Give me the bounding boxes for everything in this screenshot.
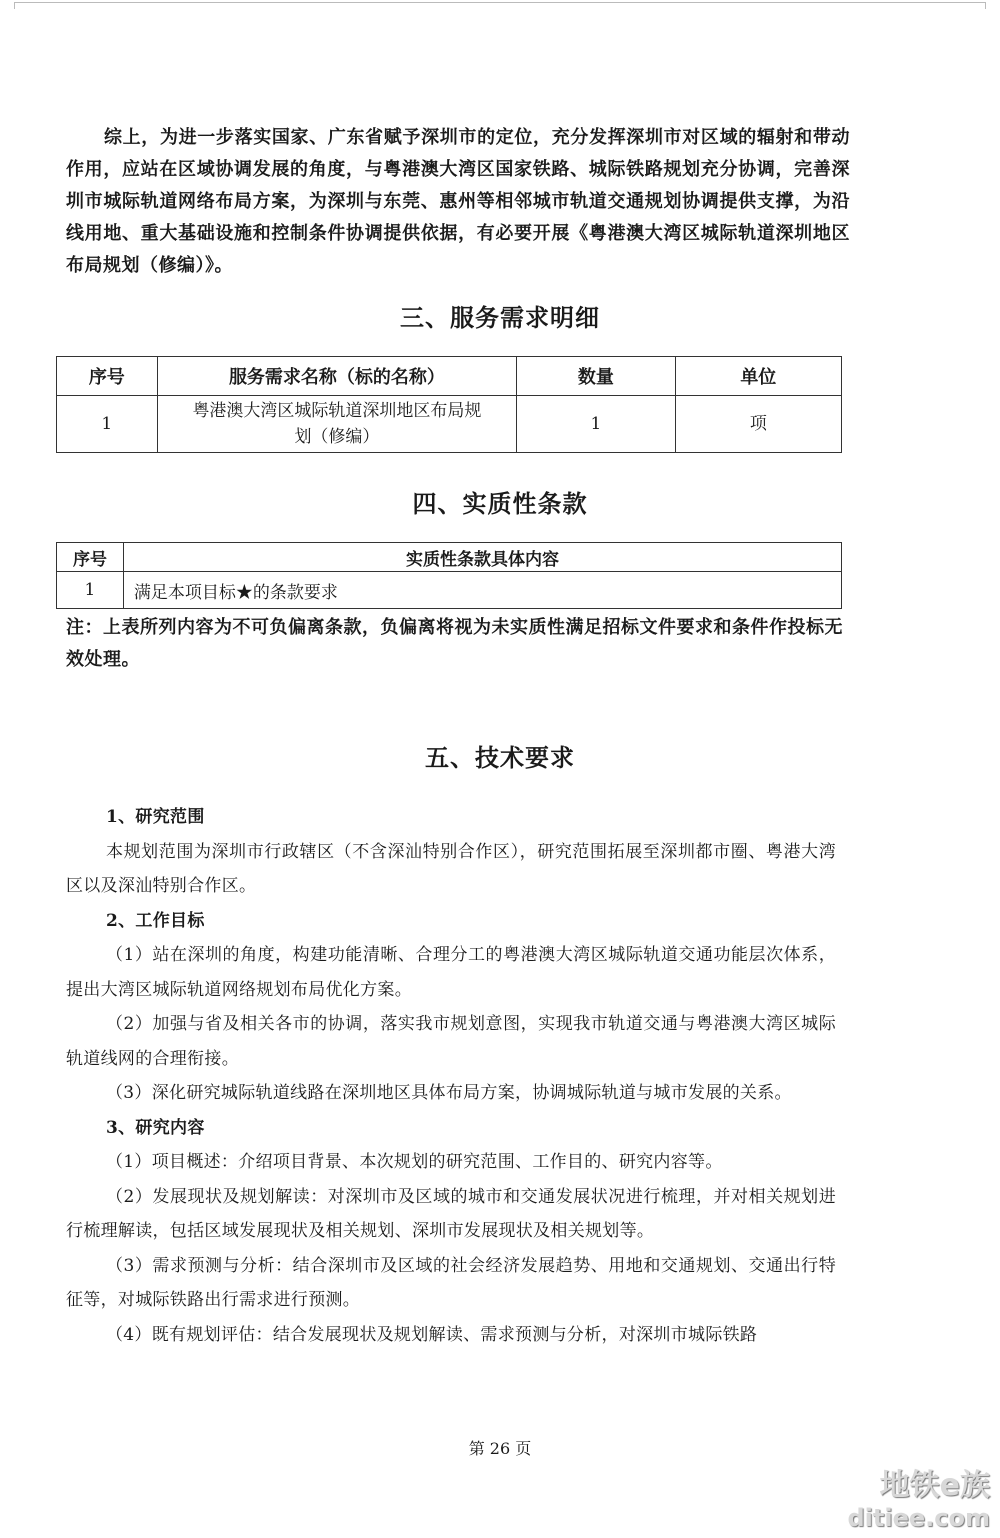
section3-title: 三、服务需求明细	[400, 303, 600, 332]
header-cell-content: 实质性条款具体内容	[123, 543, 841, 572]
watermark-url: ditiee.com	[847, 1504, 990, 1532]
subheading-goals: 2、工作目标	[106, 910, 205, 931]
header-cell-unit: 单位	[675, 357, 841, 396]
paragraph: （2）发展现状及规划解读：对深圳市及区域的城市和交通发展状况进行梳理，并对相关规划进行梳理解读，包括区域发展现状及相关规划、深圳市发展现状及相关规划等。	[66, 1186, 836, 1241]
cell-content: 满足本项目标★的条款要求	[123, 572, 841, 609]
table-row	[57, 396, 842, 453]
header-cell-no: 序号	[57, 543, 124, 572]
paragraph: （1）站在深圳的角度，构建功能清晰、合理分工的粤港澳大湾区城际轨道交通功能层次体系，提出大湾区城际轨道网络规划布局优化方案。	[66, 945, 836, 1000]
cell-unit: 项	[675, 396, 841, 453]
header-cell-no: 序号	[57, 357, 158, 396]
technical-requirements-body	[66, 800, 836, 1352]
cell-name	[157, 396, 517, 453]
service-requirements-table	[56, 356, 842, 453]
header-cell-qty: 数量	[517, 357, 675, 396]
table-note: 注：上表所列内容为不可负偏离条款，负偏离将视为未实质性满足招标文件要求和条件作投标无效处理。	[66, 617, 843, 670]
cell-name-line2: 划（修编）	[294, 427, 380, 447]
cell-name-line1: 粤港澳大湾区城际轨道深圳地区布局规	[192, 401, 482, 421]
watermark-title: 地铁e族	[879, 1468, 990, 1503]
paragraph: （3）需求预测与分析：结合深圳市及区域的社会经济发展趋势、用地和交通规划、交通出行特征等，对城际铁路出行需求进行预测。	[66, 1255, 836, 1310]
paragraph: （1）项目概述：介绍项目背景、本次规划的研究范围、工作目的、研究内容等。	[106, 1152, 723, 1172]
paragraph: 本规划范围为深圳市行政辖区（不含深汕特别合作区），研究范围拓展至深圳都市圈、粤港大湾区以及深汕特别合作区。	[66, 841, 836, 896]
section5-title: 五、技术要求	[425, 743, 575, 772]
intro-paragraph: 综上，为进一步落实国家、广东省赋予深圳市的定位，充分发挥深圳市对区域的辐射和带动作用，应站在区域协调发展的角度，与粤港澳大湾区国家铁路、城际铁路规划充分协调，完善深圳市城际轨道网络布局方案，为深圳与东莞、惠州等相邻城市轨道交通规划协调提供支撑，为沿线用地、重大基础设施和控制条件协调提供依据，有必要开展《粤港澳大湾区城际轨道深圳地区布局规划（修编）》。	[66, 127, 850, 276]
table-header-row	[57, 543, 842, 572]
paragraph: （3）深化研究城际轨道线路在深圳地区具体布局方案，协调城际轨道与城市发展的关系。	[106, 1083, 792, 1103]
cell-qty: 1	[517, 396, 675, 453]
substantive-terms-table	[56, 542, 842, 609]
paragraph: （2）加强与省及相关各市的协调，落实我市规划意图，实现我市轨道交通与粤港澳大湾区城际轨道线网的合理衔接。	[66, 1014, 836, 1069]
page-number: 第 26 页	[468, 1439, 532, 1458]
cell-no: 1	[57, 396, 158, 453]
page-border-top	[14, 2, 986, 9]
cell-no: 1	[57, 572, 124, 609]
section4-title: 四、实质性条款	[412, 489, 588, 518]
header-cell-name: 服务需求名称（标的名称）	[157, 357, 517, 396]
table-header-row	[57, 357, 842, 396]
subheading-content: 3、研究内容	[106, 1117, 205, 1138]
paragraph: （4）既有规划评估：结合发展现状及规划解读、需求预测与分析，对深圳市城际铁路	[106, 1324, 758, 1345]
watermark-logo	[848, 1468, 991, 1532]
subheading-scope: 1、研究范围	[106, 807, 205, 827]
table-row	[57, 572, 842, 609]
